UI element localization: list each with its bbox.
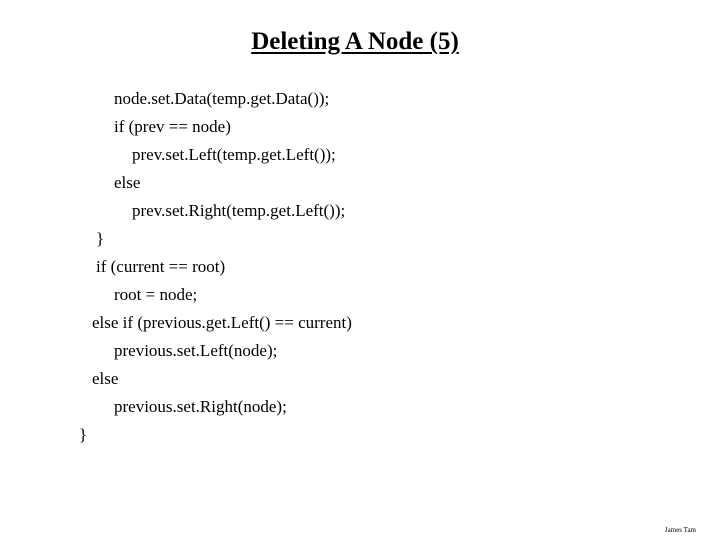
code-line: prev.set.Left(temp.get.Left()); xyxy=(132,145,336,164)
code-line: previous.set.Left(node); xyxy=(114,341,278,360)
code-line: root = node; xyxy=(114,285,198,304)
code-line: prev.set.Right(temp.get.Left()); xyxy=(132,201,346,220)
code-line: } xyxy=(79,425,88,444)
code-line: else xyxy=(92,369,119,388)
code-line: else xyxy=(114,173,141,192)
code-line: if (prev == node) xyxy=(114,117,231,136)
code-line: } xyxy=(96,229,105,248)
code-line: if (current == root) xyxy=(96,257,226,276)
author-footer: James Tam xyxy=(664,526,696,534)
slide-title: Deleting A Node (5) xyxy=(251,28,459,55)
code-line: node.set.Data(temp.get.Data()); xyxy=(114,89,330,108)
code-line: else if (previous.get.Left() == current) xyxy=(92,313,352,332)
code-line: previous.set.Right(node); xyxy=(114,397,287,416)
